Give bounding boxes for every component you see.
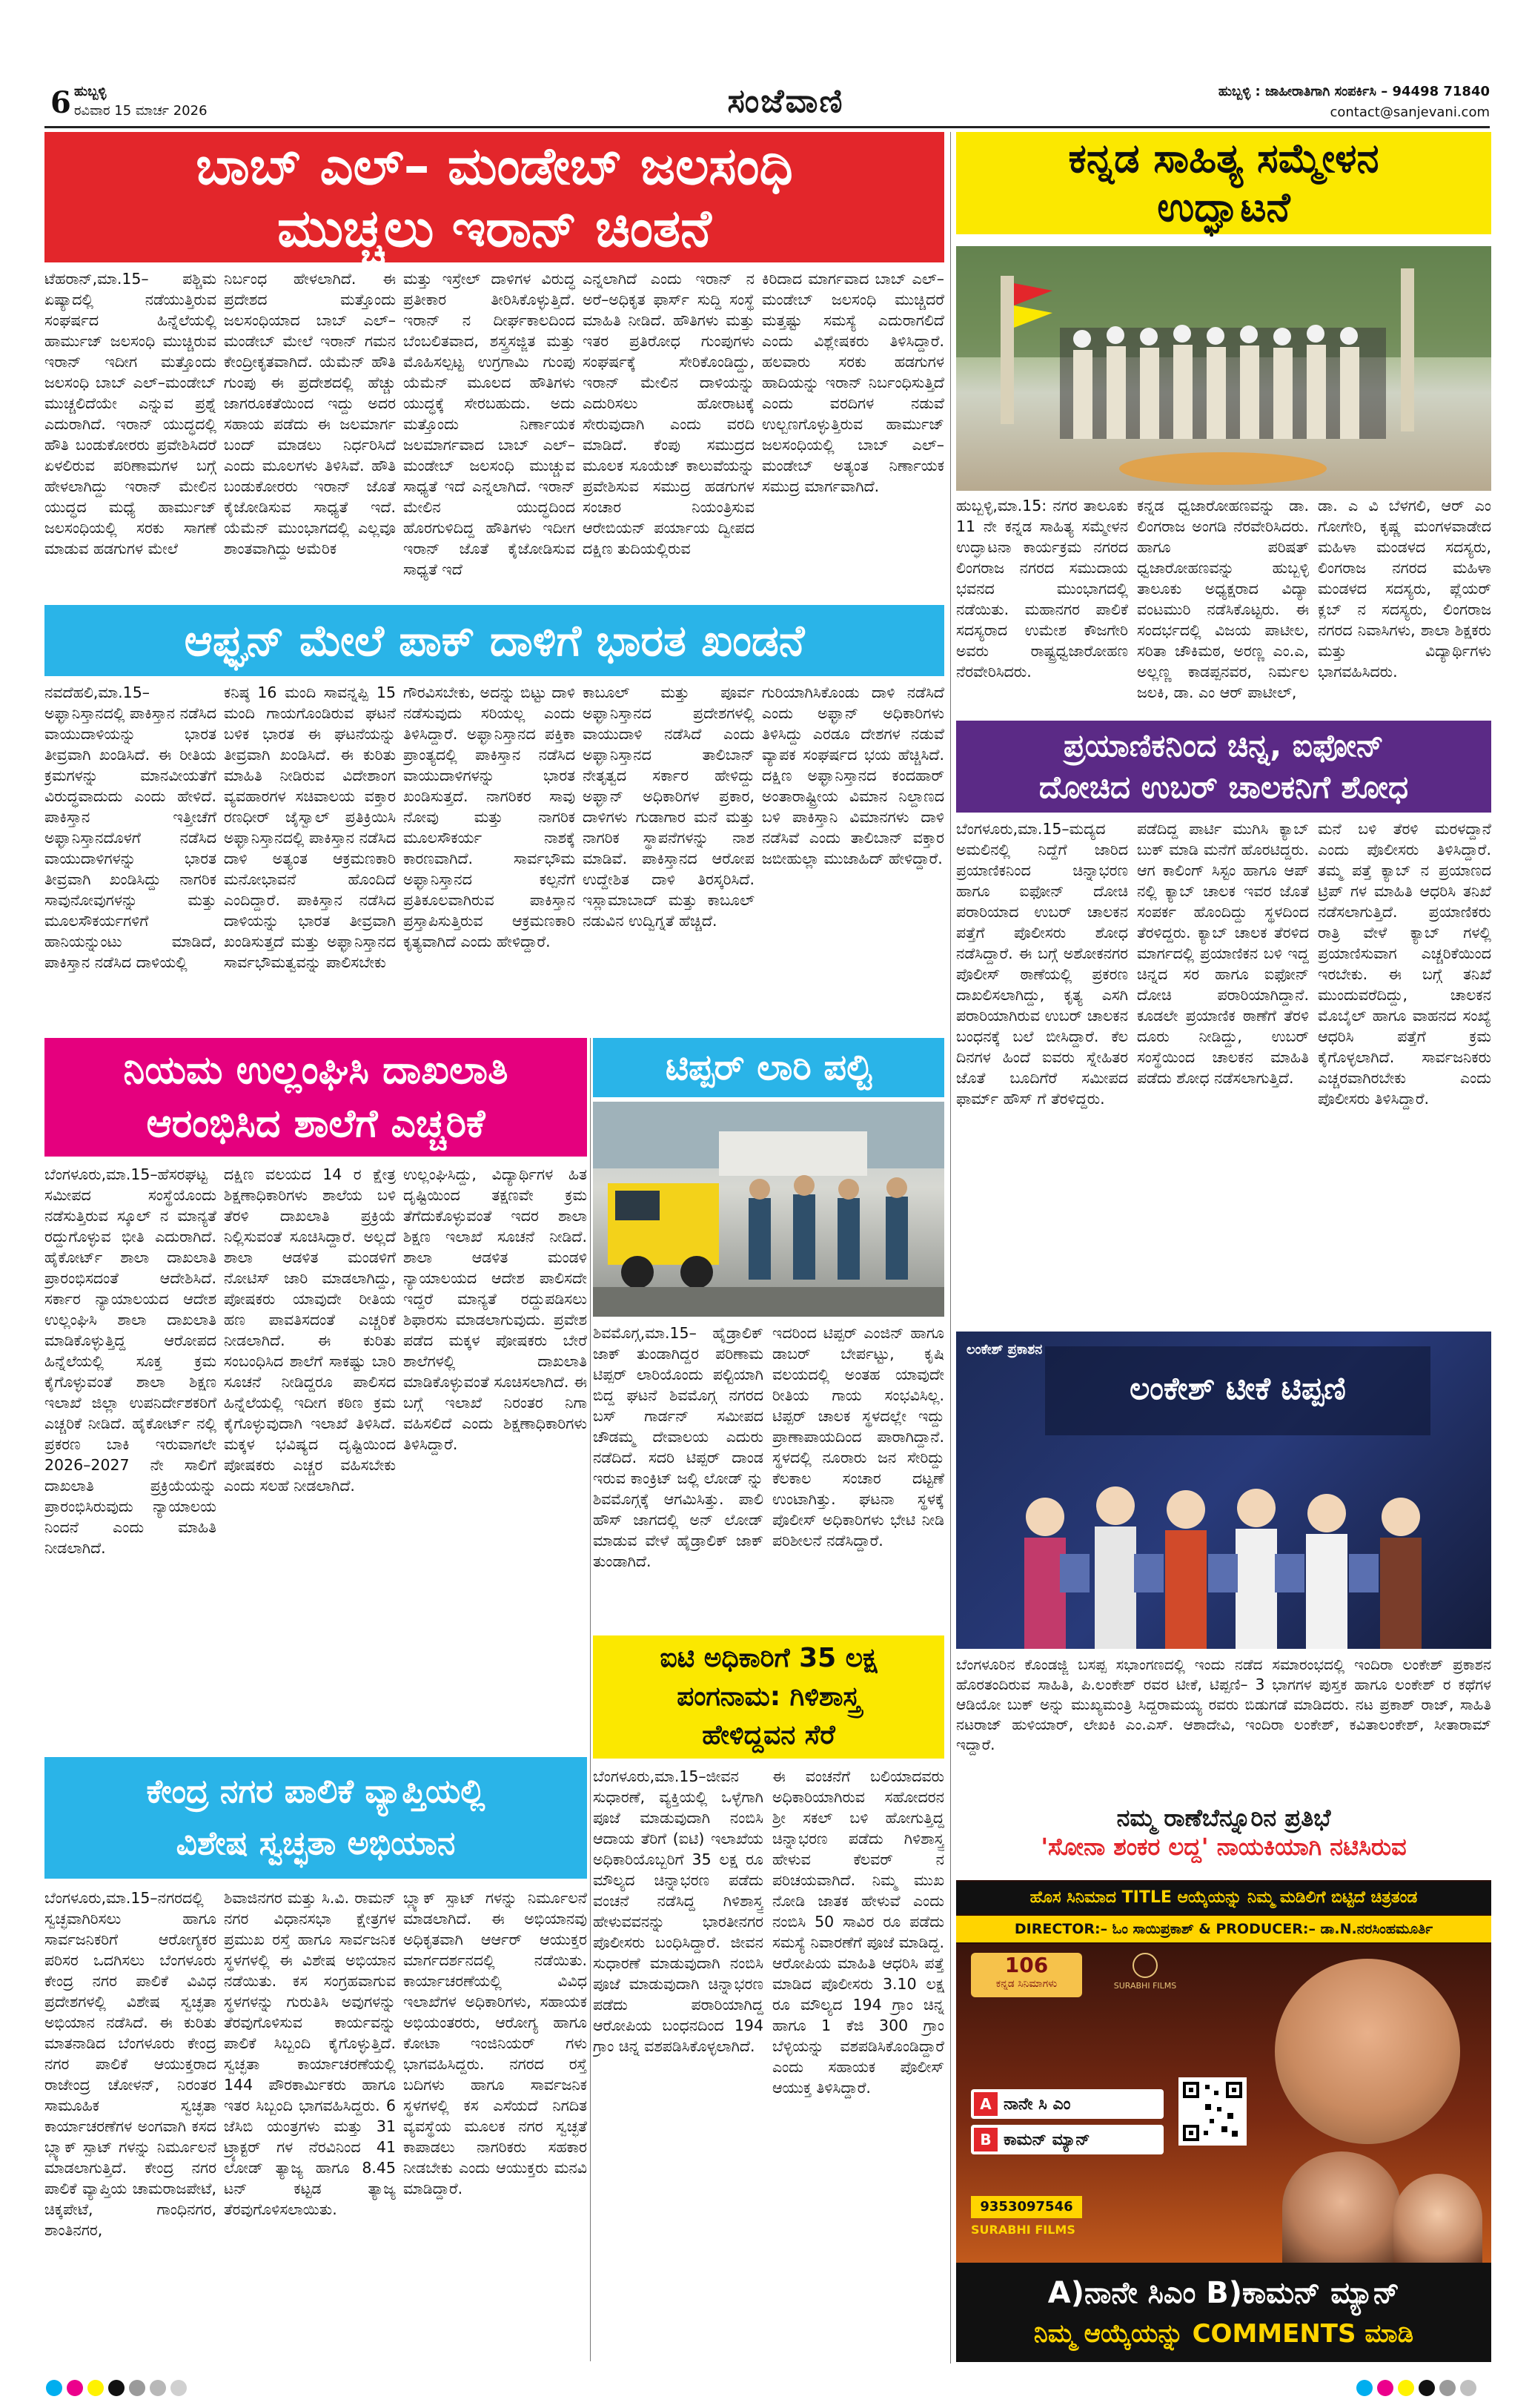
ad-badge-label: ಕನ್ನಡ ಸಿನಿಮಾಗಳು <box>995 1978 1058 1990</box>
sahitya-headline-line1: ಕನ್ನಡ ಸಾಹಿತ್ಯ ಸಮ್ಮೇಳನ <box>1068 135 1379 182</box>
swachhata-col-3: ಬ್ಲ್ಯಾಕ್ ಸ್ಪಾಟ್ ಗಳನ್ನು ನಿರ್ಮೂಲನೆ ಮಾಡಲಾಗಿದೆ. ಈ ಅಭಿಯಾನವು ಅಧಿಕೃತವಾಗಿ ಆರ್ಆರ್ ಆಯುಕ್ತರ ಮಾರ್ಗದರ್ಶನದಲ್ಲಿ ನಡೆಯಿತು. ಕಾರ್ಯಾಚರಣೆಯಲ್ಲಿ ವಿವಿಧ ಇಲಾಖೆಗಳ ಅಧಿಕಾರಿಗಳು, ಸಹಾಯಕ ಅಭಿಯಂತರರು, ಆರೋಗ್ಯ ಹಾಗೂ ಕೋಟಾ ಇಂಜಿನಿಯರ್ ಗಳು ಭಾಗವಹಿಸಿದ್ದರು. ನಗರದ ರಸ್ತೆ ಬದಿಗಳು ಹಾಗೂ ಸಾರ್ವಜನಿಕ ಸ್ಥಳಗಳಲ್ಲಿ ಕಸ ಎಸೆಯದೆ ನಿಗದಿತ ವ್ಯವಸ್ಥೆಯ ಮೂಲಕ ನಗರ ಸ್ವಚ್ಛತೆ ಕಾಪಾಡಲು ನಾಗರಿಕರು ಸಹಕಾರ ನೀಡಬೇಕು ಎಂದು ಆಯುಕ್ತರು ಮನವಿ ಮಾಡಿದ್ದಾರೆ. <box>403 1889 587 2197</box>
swatch-cyan <box>46 2380 62 2396</box>
school-headline-line1: ನಿಯಮ ಉಲ್ಲಂಘಿಸಿ ದಾಖಲಾತಿ <box>123 1048 508 1093</box>
bab-col-3: ಮತ್ತು ಇಸ್ರೇಲ್ ದಾಳಿಗಳ ವಿರುದ್ಧ ಪ್ರತೀಕಾರ ತೀರಿಸಿಕೊಳ್ಳುತ್ತಿದೆ. ಇರಾನ್ ನ ದೀರ್ಘಕಾಲದಿಂದ ಬೆಂಬಲಿತವಾದ, ಶಸ್ತ್ರಸಜ್ಜಿತ ಮತ್ತು ಮೊಹಿಸಲ್ಪಟ್ಟ ಉಗ್ರಗಾಮಿ ಗುಂಪು ಯೆಮೆನ್ ಮೂಲದ ಹೌತಿಗಳು ಯುದ್ಧಕ್ಕೆ ಸೇರಬಹುದು. ಅದು ಮತ್ತೊಂದು ನಿರ್ಣಾಯಕ ಜಲಮಾರ್ಗವಾದ ಬಾಬ್ ಎಲ್–ಮಂಡೇಬ್ ಜಲಸಂಧಿ ಮುಚ್ಚುವ ಸಾಧ್ಯತೆ ಇದೆ ಎನ್ನಲಾಗಿದೆ. ಇರಾನ್ ಮೇಲಿನ ಯುದ್ಧದಿಂದ ಹೊರಗುಳಿದಿದ್ದ ಹೌತಿಗಳು ಇದೀಗ ಇರಾನ್ ಜೊತೆ ಕೈಜೋಡಿಸುವ ಸಾಧ್ಯತೆ ಇದೆ <box>403 270 575 578</box>
afghan-col-2: ಕನಿಷ್ಠ 16 ಮಂದಿ ಸಾವನ್ನಪ್ಪಿ 15 ಮಂದಿ ಗಾಯಗೊಂಡಿರುವ ಘಟನೆ ಬಳಿಕ ಭಾರತ ಈ ಘಟನೆಯನ್ನು ತೀವ್ರವಾಗಿ ಖಂಡಿಸಿದೆ. ಈ ಕುರಿತು ಮಾಹಿತಿ ನೀಡಿರುವ ವಿದೇಶಾಂಗ ವ್ಯವಹಾರಗಳ ಸಚಿವಾಲಯ ವಕ್ತಾರ ರಣಧೀರ್ ಜೈಸ್ವಾಲ್ ಪ್ರತಿಕ್ರಿಯಿಸಿ ಅಫ್ಘಾನಿಸ್ತಾನದಲ್ಲಿ ಪಾಕಿಸ್ತಾನ ನಡೆಸಿದ ದಾಳಿ ಅತ್ಯಂತ ಆಕ್ರಮಣಕಾರಿ ಮನೋಭಾವನೆ ಹೊಂದಿದೆ ಎಂದಿದ್ದಾರೆ. ಪಾಕಿಸ್ತಾನ ನಡೆಸಿದ ದಾಳಿಯನ್ನು ಭಾರತ ತೀವ್ರವಾಗಿ ಖಂಡಿಸುತ್ತದೆ ಮತ್ತು ಅಫ್ಘಾನಿಸ್ತಾನದ ಸಾರ್ವಭೌಮತ್ವವನ್ನು ಪಾಲಿಸಬೇಕು <box>224 684 396 971</box>
tipper-headline: ಟಿಪ್ಪರ್ ಲಾರಿ ಪಲ್ಟಿ <box>665 1046 872 1088</box>
uber-col-1: ಬೆಂಗಳೂರು,ಮಾ.15–ಮದ್ಯದ ಅಮಲಿನಲ್ಲಿ ನಿದ್ದೆಗೆ ಜಾರಿದ ಪ್ರಯಾಣಿಕನಿಂದ ಚಿನ್ನಾಭರಣ ಹಾಗೂ ಐಫೋನ್ ದೋಚಿ ಪರಾರಿಯಾದ ಉಬರ್ ಚಾಲಕನ ಪತ್ತೆಗೆ ಪೊಲೀಸರು ಶೋಧ ನಡೆಸಿದ್ದಾರೆ. ಈ ಬಗ್ಗೆ ಅಶೋಕನಗರ ಪೊಲೀಸ್ ಠಾಣೆಯಲ್ಲಿ ಪ್ರಕರಣ ದಾಖಲಿಸಲಾಗಿದ್ದು, ಕೃತ್ಯ ಎಸಗಿ ಪರಾರಿಯಾಗಿರುವ ಉಬರ್ ಚಾಲಕನ ಬಂಧನಕ್ಕೆ ಬಲೆ ಬೀಸಿದ್ದಾರೆ. ಕೆಲ ದಿನಗಳ ಹಿಂದೆ ಐವರು ಸ್ನೇಹಿತರ ಜೊತೆ ಬೂದಿಗೆರೆ ಸಮೀಪದ ಫಾರ್ಮ್ ಹೌಸ್ ಗೆ ತೆರಳಿದ್ದರು. <box>956 820 1128 1108</box>
ad-top-line1: ನಮ್ಮ ರಾಣೆಬೆನ್ನೂರಿನ ಪ್ರತಿಭೆ <box>1116 1804 1331 1832</box>
it-col-1: ಬೆಂಗಳೂರು,ಮಾ.15–ಜೀವನ ಸುಧಾರಣೆ, ವ್ಯಕ್ತಿಯಲ್ಲಿ ಒಳ್ಳೆಗಾಗಿ ಪೂಜೆ ಮಾಡುವುದಾಗಿ ನಂಬಿಸಿ ಆದಾಯ ತೆರಿಗೆ (ಐಟಿ) ಇಲಾಖೆಯ ಅಧಿಕಾರಿಯೊಬ್ಬರಿಗೆ 35 ಲಕ್ಷ ರೂ ಮೌಲ್ಯದ ಚಿನ್ನಾಭರಣ ಪಡೆದು ವಂಚನೆ ನಡೆಸಿದ್ದ ಗಿಳಿಶಾಸ್ತ್ರ ಹೇಳುವವನನ್ನು ಭಾರತೀನಗರ ಪೊಲೀಸರು ಬಂಧಿಸಿದ್ದಾರೆ. ಜೀವನ ಸುಧಾರಣೆ ಮಾಡುವುದಾಗಿ ನಂಬಿಸಿ ಪೂಜೆ ಮಾಡುವುದಾಗಿ ಚಿನ್ನಾಭರಣ ಪಡೆದು ಪರಾರಿಯಾಗಿದ್ದ ಆರೋಪಿಯ ಬಂಧನದಿಂದ 194 ಗ್ರಾಂ ಚಿನ್ನ ವಶಪಡಿಸಿಕೊಳ್ಳಲಾಗಿದೆ. <box>593 1767 763 2055</box>
ad-title-line: ಹೊಸ ಸಿನಿಮಾದ TITLE ಆಯ್ಕೆಯನ್ನು ನಿಮ್ಮ ಮಡಿಲಿಗೆ ಬಿಟ್ಟಿದೆ ಚಿತ್ರತಂಡ <box>956 1882 1491 1914</box>
swatch-grey-1 <box>129 2380 145 2396</box>
page-number: 6 <box>50 85 71 120</box>
ad-bottom-band <box>956 2263 1491 2362</box>
swatch-yellow <box>87 2380 104 2396</box>
sahitya-col-1: ಹುಬ್ಬಳ್ಳಿ,ಮಾ.15: ನಗರ ತಾಲೂಕು 11 ನೇ ಕನ್ನಡ ಸಾಹಿತ್ಯ ಸಮ್ಮೇಳನ ಉದ್ಘಾಟನಾ ಕಾರ್ಯಕ್ರಮ ನಗರದ ಲಿಂಗರಾಜ ನಗರದ ಸಮುದಾಯ ಭವನದ ಮುಂಭಾಗದಲ್ಲಿ ನಡೆಯಿತು. ಮಹಾನಗರ ಪಾಲಿಕೆ ಸದಸ್ಯರಾದ ಉಮೇಶ ಕೌಜಗೇರಿ ಅವರು ರಾಷ್ಟ್ರಧ್ವಜಾರೋಹಣ ನೆರವೇರಿಸಿದರು. <box>956 497 1128 681</box>
school-col-3: ಉಲ್ಲಂಘಿಸಿದ್ದು, ವಿದ್ಯಾರ್ಥಿಗಳ ಹಿತ ದೃಷ್ಟಿಯಿಂದ ತಕ್ಷಣವೇ ಕ್ರಮ ತೆಗೆದುಕೊಳ್ಳುವಂತೆ ಇದರ ಶಾಲಾ ಶಿಕ್ಷಣ ಇಲಾಖೆ ಸೂಚನೆ ನೀಡಿದೆ. ಶಾಲಾ ಆಡಳಿತ ಮಂಡಳಿ ನ್ಯಾಯಾಲಯದ ಆದೇಶ ಪಾಲಿಸದೇ ಇದ್ದರೆ ಮಾನ್ಯತೆ ರದ್ದುಪಡಿಸಲು ಶಿಫಾರಸು ಮಾಡಲಾಗುವುದು. ಪ್ರವೇಶ ಪಡೆದ ಮಕ್ಕಳ ಪೋಷಕರು ಬೇರೆ ಶಾಲೆಗಳಲ್ಲಿ ದಾಖಲಾತಿ ಮಾಡಿಕೊಳ್ಳುವಂತೆ ಸೂಚಿಸಲಾಗಿದೆ. ಈ ಬಗ್ಗೆ ಇಲಾಖೆ ನಿರಂತರ ನಿಗಾ ವಹಿಸಲಿದೆ ಎಂದು ಶಿಕ್ಷಣಾಧಿಕಾರಿಗಳು ತಿಳಿಸಿದ್ದಾರೆ. <box>403 1165 587 1453</box>
sahitya-photo <box>956 246 1491 491</box>
it-headline-line3: ಹೇಳಿದ್ದವನ ಸೆರೆ <box>702 1720 835 1750</box>
tipper-col-2: ಇದರಿಂದ ಟಿಪ್ಪರ್ ಎಂಜಿನ್ ಹಾಗೂ ಡಾಬರ್ ಬೇರ್ಪಟ್ಟು, ಕೃಷಿ ವಲಯದಲ್ಲಿ ಅಂತಹ ಯಾವುದೇ ರೀತಿಯ ಗಾಯ ಸಂಭವಿಸಿಲ್ಲ. ಟಿಪ್ಪರ್ ಚಾಲಕ ಸ್ಥಳದಲ್ಲೇ ಇದ್ದು ಪ್ರಾಣಾಪಾಯದಿಂದ ಪಾರಾಗಿದ್ದಾನೆ. ಸ್ಥಳದಲ್ಲಿ ನೂರಾರು ಜನ ಸೇರಿದ್ದು ಕೆಲಕಾಲ ಸಂಚಾರ ದಟ್ಟಣೆ ಉಂಟಾಗಿತ್ತು. ಘಟನಾ ಸ್ಥಳಕ್ಕೆ ಪೊಲೀಸ್ ಅಧಿಕಾರಿಗಳು ಭೇಟಿ ನೀಡಿ ಪರಿಶೀಲನೆ ನಡೆಸಿದ್ದಾರೆ. <box>772 1324 944 1549</box>
masthead-title: ಸಂಜೆವಾಣಿ <box>727 82 844 120</box>
tipper-col-1: ಶಿವಮೊಗ್ಗ,ಮಾ.15– ಹೈಡ್ರಾಲಿಕ್ ಜಾಕ್ ತುಂಡಾಗಿದ್ದರ ಪರಿಣಾಮ ಟಿಪ್ಪರ್ ಲಾರಿಯೊಂದು ಪಲ್ಟಿಯಾಗಿ ಬಿದ್ದ ಘಟನೆ ಶಿವಮೊಗ್ಗ ನಗರದ ಬಸ್ ಗಾರ್ಡನ್ ಸಮೀಪದ ಚೌಡಮ್ಮ ದೇವಾಲಯ ಎದುರು ನಡೆದಿದೆ. ಸದರಿ ಟಿಪ್ಪರ್ ದಾಂಡ ಇರುವ ಕಾಂಕ್ರಿಟ್ ಜಲ್ಲಿ ಲೋಡ್ ನ್ನು ಶಿವಮೊಗ್ಗಕ್ಕೆ ಆಗಮಿಸಿತ್ತು. ಪಾಲಿ ಹೌಸ್ ಜಾಗದಲ್ಲಿ ಅನ್ ಲೋಡ್ ಮಾಡುವ ವೇಳೆ ಹೈಡ್ರಾಲಿಕ್ ಜಾಕ್ ತುಂಡಾಗಿದೆ. <box>593 1324 763 1570</box>
ad-portrait-actress <box>1393 2174 1482 2263</box>
ad-studio-emblem <box>1133 1953 1158 1978</box>
afghan-col-3: ಗೌರವಿಸಬೇಕು, ಅದನ್ನು ಬಿಟ್ಟು ದಾಳಿ ನಡೆಸುವುದು ಸರಿಯಲ್ಲ ಎಂದು ತಿಳಿಸಿದ್ದಾರೆ. ಅಫ್ಘಾನಿಸ್ತಾನದ ಪಕ್ತಿಕಾ ಪ್ರಾಂತ್ಯದಲ್ಲಿ ಪಾಕಿಸ್ತಾನ ನಡೆಸಿದ ವಾಯುದಾಳಿಗಳನ್ನು ಭಾರತ ಖಂಡಿಸುತ್ತದೆ. ನಾಗರಿಕರ ಸಾವು ನೋವು ಮತ್ತು ನಾಗರಿಕ ಮೂಲಸೌಕರ್ಯ ನಾಶಕ್ಕೆ ಕಾರಣವಾಗಿದೆ. ಸಾರ್ವಭೌಮ ಅಫ್ಘಾನಿಸ್ತಾನದ ಕಲ್ಪನೆಗೆ ಪ್ರತಿಕೂಲವಾಗಿರುವ ಪಾಕಿಸ್ತಾನ ಪ್ರಸ್ತಾಪಿಸುತ್ತಿರುವ ಆಕ್ರಮಣಕಾರಿ ಕೃತ್ಯವಾಗಿದೆ ಎಂದು ಹೇಳಿದ್ದಾರೆ. <box>403 684 575 950</box>
tipper-photo <box>593 1102 944 1317</box>
uber-col-2: ಪಡೆದಿದ್ದ ಪಾರ್ಟಿ ಮುಗಿಸಿ ಕ್ಯಾಬ್ ಬುಕ್ ಮಾಡಿ ಮನೆಗೆ ಹೊರಟಿದ್ದರು. ಆಗ ಕಾಲಿಂಗ್ ಸಿಸ್ಟಂ ಹಾಗೂ ಆಪ್ ನಲ್ಲಿ ಕ್ಯಾಬ್ ಚಾಲಕ ಇವರ ಜೊತೆ ಸಂಪರ್ಕ ಹೊಂದಿದ್ದು ಸ್ಥಳದಿಂದ ತೆರಳಿದ್ದರು. ಕ್ಯಾಬ್ ಚಾಲಕ ತೆರಳಿದ ಮಾರ್ಗದಲ್ಲಿ ಪ್ರಯಾಣಿಕನ ಬಳಿ ಇದ್ದ ಚಿನ್ನದ ಸರ ಹಾಗೂ ಐಫೋನ್ ದೋಚಿ ಪರಾರಿಯಾಗಿದ್ದಾನೆ. ಕೂಡಲೇ ಪ್ರಯಾಣಿಕ ಠಾಣೆಗೆ ತೆರಳಿ ದೂರು ನೀಡಿದ್ದು, ಉಬರ್ ಸಂಸ್ಥೆಯಿಂದ ಚಾಲಕನ ಮಾಹಿತಿ ಪಡೆದು ಶೋಧ ನಡೆಸಲಾಗುತ್ತಿದೆ. <box>1137 820 1309 1087</box>
afghan-col-4: ಕಾಬೂಲ್ ಮತ್ತು ಪೂರ್ವ ಅಫ್ಘಾನಿಸ್ತಾನದ ಪ್ರದೇಶಗಳಲ್ಲಿ ವಾಯುದಾಳಿ ನಡೆಸಿದೆ ಎಂದು ಅಫ್ಘಾನಿಸ್ತಾನದ ತಾಲಿಬಾನ್ ನೇತೃತ್ವದ ಸರ್ಕಾರ ಹೇಳಿದ್ದು ಅಫ್ಘಾನ್ ಅಧಿಕಾರಿಗಳ ಪ್ರಕಾರ, ದಾಳಿಗಳು ಗುಡಾಗಾರ ಮನೆ ಮತ್ತು ನಾಗರಿಕ ಸ್ಥಾಪನೆಗಳನ್ನು ನಾಶ ಮಾಡಿವೆ. ಪಾಕಿಸ್ತಾನದ ಆರೋಪ ಉದ್ದೇಶಿತ ದಾಳಿ ತಿರಸ್ಕರಿಸಿದೆ. ಇಸ್ಲಾಮಾಬಾದ್ ಮತ್ತು ಕಾಬೂಲ್ ನಡುವಿನ ಉದ್ವಿಗ್ನತೆ ಹೆಚ್ಚಿದೆ. <box>583 684 755 930</box>
swachhata-headline-line2: ವಿಶೇಷ ಸ್ವಚ್ಛತಾ ಅಭಿಯಾನ <box>176 1825 456 1862</box>
lankesh-banner-title: ಲಂಕೇಶ್ ಟೀಕೆ ಟಿಪ್ಪಣಿ <box>1130 1370 1346 1406</box>
uber-headline-line2: ದೋಚಿದ ಉಬರ್ ಚಾಲಕನಿಗೆ ಶೋಧ <box>1038 769 1409 805</box>
header-rule <box>44 126 1490 128</box>
it-headline-banner <box>593 1635 944 1759</box>
ad-qr-code <box>1178 2077 1247 2146</box>
bab-headline-line1: ಬಾಬ್ ಎಲ್– ಮಂಡೇಬ್ ಜಲಸಂಧಿ <box>196 136 793 196</box>
afghan-col-5: ಗುರಿಯಾಗಿಸಿಕೊಂಡು ದಾಳಿ ನಡೆಸಿದೆ ಎಂದು ಅಫ್ಘಾನ್ ಅಧಿಕಾರಿಗಳು ತಿಳಿಸಿದ್ದು ಎರಡೂ ದೇಶಗಳ ನಡುವೆ ವ್ಯಾಪಕ ಸಂಘರ್ಷದ ಭಯ ಹೆಚ್ಚಿಸಿದೆ. ದಕ್ಷಿಣ ಅಫ್ಘಾನಿಸ್ತಾನದ ಕಂದಹಾರ್ ಅಂತಾರಾಷ್ಟ್ರೀಯ ವಿಮಾನ ನಿಲ್ದಾಣದ ಬಳಿ ಪಾಕಿಸ್ತಾನಿ ವಿಮಾನಗಳು ದಾಳಿ ನಡೆಸಿವೆ ಎಂದು ತಾಲಿಬಾನ್ ವಕ್ತಾರ ಜಬೀಹುಲ್ಲಾ ಮುಜಾಹಿದ್ ಹೇಳಿದ್ದಾರೆ. <box>762 684 944 867</box>
swatch-cyan-r <box>1356 2380 1373 2396</box>
uber-headline-line1: ಪ್ರಯಾಣಿಕನಿಂದ ಚಿನ್ನ, ಐಫೋನ್ <box>1064 727 1384 764</box>
afghan-col-1: ನವದೆಹಲಿ,ಮಾ.15– ಅಫ್ಘಾನಿಸ್ತಾನದಲ್ಲಿ ಪಾಕಿಸ್ತಾನ ನಡೆಸಿದ ವಾಯುದಾಳಿಯನ್ನು ಭಾರತ ತೀವ್ರವಾಗಿ ಖಂಡಿಸಿದೆ. ಈ ರೀತಿಯ ಕ್ರಮಗಳನ್ನು ಮಾನವೀಯತೆಗೆ ವಿರುದ್ಧವಾದುದು ಎಂದು ಹೇಳಿದೆ. ಪಾಕಿಸ್ತಾನ ಇತ್ತೀಚೆಗೆ ಅಫ್ಘಾನಿಸ್ತಾನದೊಳಗೆ ನಡೆಸಿದ ವಾಯುದಾಳಿಗಳನ್ನು ಭಾರತ ತೀವ್ರವಾಗಿ ಖಂಡಿಸಿದ್ದು ನಾಗರಿಕ ಸಾವುನೋವುಗಳನ್ನು ಮತ್ತು ಮೂಲಸೌಕರ್ಯಗಳಿಗೆ ಹಾನಿಯನ್ನುಂಟು ಮಾಡಿದೆ, ಪಾಕಿಸ್ತಾನ ನಡೆಸಿದ ದಾಳಿಯಲ್ಲಿ <box>44 684 216 971</box>
school-col-1: ಬೆಂಗಳೂರು,ಮಾ.15–ಹೆಸರಘಟ್ಟ ಸಮೀಪದ ಸಂಸ್ಥೆಯೊಂದು ನಡೆಸುತ್ತಿರುವ ಸ್ಕೂಲ್ ನ ಮಾನ್ಯತೆ ರದ್ದುಗೊಳ್ಳುವ ಭೀತಿ ಎದುರಾಗಿದೆ. ಹೈಕೋರ್ಟ್ ಶಾಲಾ ದಾಖಲಾತಿ ಪ್ರಾರಂಭಿಸದಂತೆ ಆದೇಶಿಸಿದೆ. ಸರ್ಕಾರ ನ್ಯಾಯಾಲಯದ ಆದೇಶ ಉಲ್ಲಂಘಿಸಿ ಶಾಲಾ ದಾಖಲಾತಿ ಮಾಡಿಕೊಳ್ಳುತ್ತಿದ್ದ ಆರೋಪದ ಹಿನ್ನೆಲೆಯಲ್ಲಿ ಸೂಕ್ತ ಕ್ರಮ ಕೈಗೊಳ್ಳುವಂತೆ ಶಾಲಾ ಶಿಕ್ಷಣ ಇಲಾಖೆ ಜಿಲ್ಲಾ ಉಪನಿರ್ದೇಶಕರಿಗೆ ಎಚ್ಚರಿಕೆ ನೀಡಿದೆ. ಹೈಕೋರ್ಟ್ ನಲ್ಲಿ ಪ್ರಕರಣ ಬಾಕಿ ಇರುವಾಗಲೇ 2026–2027 ನೇ ಸಾಲಿಗೆ ದಾಖಲಾತಿ ಪ್ರಕ್ರಿಯೆಯನ್ನು ಪ್ರಾರಂಭಿಸಿರುವುದು ನ್ಯಾಯಾಲಯ ನಿಂದನೆ ಎಂದು ಮಾಹಿತಿ ನೀಡಲಾಗಿದೆ. <box>44 1165 216 1557</box>
swatch-magenta-r <box>1377 2380 1393 2396</box>
swatch-yellow-r <box>1398 2380 1414 2396</box>
ad-option-a-letter: A <box>974 2092 998 2116</box>
swatch-grey-2 <box>150 2380 166 2396</box>
swachhata-col-2: ಶಿವಾಜಿನಗರ ಮತ್ತು ಸಿ.ವಿ. ರಾಮನ್ ನಗರ ವಿಧಾನಸಭಾ ಕ್ಷೇತ್ರಗಳ ಪ್ರಮುಖ ರಸ್ತೆ ಹಾಗೂ ಸಾರ್ವಜನಿಕ ಸ್ಥಳಗಳಲ್ಲಿ ಈ ವಿಶೇಷ ಅಭಿಯಾನ ನಡೆಯಿತು. ಕಸ ಸಂಗ್ರಹವಾಗುವ ಸ್ಥಳಗಳನ್ನು ಗುರುತಿಸಿ ಅವುಗಳನ್ನು ತೆರವುಗೊಳಿಸುವ ಕಾರ್ಯವನ್ನು ಪಾಲಿಕೆ ಸಿಬ್ಬಂದಿ ಕೈಗೊಳ್ಳುತ್ತಿದೆ. ಸ್ವಚ್ಛತಾ ಕಾರ್ಯಾಚರಣೆಯಲ್ಲಿ 144 ಪೌರಕಾರ್ಮಿಕರು ಹಾಗೂ ಇತರ ಸಿಬ್ಬಂದಿ ಭಾಗವಹಿಸಿದ್ದರು. 6 ಜೆಸಿಬಿ ಯಂತ್ರಗಳು ಮತ್ತು 31 ಟ್ರ್ಯಾಕ್ಟರ್ ಗಳ ನೆರವಿನಿಂದ 41 ಲೋಡ್ ತ್ಯಾಜ್ಯ ಹಾಗೂ 8.45 ಟನ್ ಕಟ್ಟಡ ತ್ಯಾಜ್ಯ ತೆರವುಗೊಳಿಸಲಾಯಿತು. <box>224 1889 396 2218</box>
ad-studio-logo <box>1112 1953 1178 1997</box>
column-rule-mid <box>590 1038 591 2361</box>
bab-col-2: ನಿರ್ಬಂಧ ಹೇಳಲಾಗಿದೆ. ಈ ಪ್ರದೇಶದ ಮತ್ತೊಂದು ಜಲಸಂಧಿಯಾದ ಬಾಬ್ ಎಲ್–ಮಂಡೇಬ್ ಮೇಲೆ ಇರಾನ್ ಗಮನ ಕೇಂದ್ರೀಕೃತವಾಗಿದೆ. ಯೆಮೆನ್ ಹೌತಿ ಗುಂಪು ಈ ಪ್ರದೇಶದಲ್ಲಿ ಹೆಚ್ಚು ಜಾಗರೂಕತೆಯಿಂದ ಇದ್ದು ಅದರ ಸಹಾಯ ಪಡೆದು ಈ ಜಲಮಾರ್ಗ ಬಂದ್ ಮಾಡಲು ನಿರ್ಧರಿಸಿದೆ ಎಂದು ಮೂಲಗಳು ತಿಳಿಸಿವೆ. ಹೌತಿ ಬಂಡುಕೋರರು ಇರಾನ್ ಜೊತೆ ಕೈಜೋಡಿಸುವ ಸಾಧ್ಯತೆ ಇದೆ. ಯೆಮೆನ್ ಮುಂಭಾಗದಲ್ಲಿ ಎಲ್ಲವೂ ಶಾಂತವಾಗಿದ್ದು ಅಮೆರಿಕ <box>224 270 396 558</box>
ad-phone-number: 9353097546 <box>971 2196 1082 2218</box>
it-headline-line1: ಐಟಿ ಅಧಿಕಾರಿಗೆ 35 ಲಕ್ಷ <box>660 1643 878 1673</box>
lankesh-caption: ಬೆಂಗಳೂರಿನ ಕೊಂಡಜ್ಜಿ ಬಸಪ್ಪ ಸಭಾಂಗಣದಲ್ಲಿ ಇಂದು ನಡೆದ ಸಮಾರಂಭದಲ್ಲಿ ಇಂದಿರಾ ಲಂಕೇಶ್ ಪ್ರಕಾಶನ ಹೊರತಂದಿರುವ ಸಾಹಿತಿ, ಪಿ.ಲಂಕೇಶ್ ರವರ ಟೀಕೆ, ಟಿಪ್ಪಣಿ– 3 ಭಾಗಗಳ ಪುಸ್ತಕ ಹಾಗೂ ಲಂಕೇಶ್ ರ ಕಥೆಗಳ ಆಡಿಯೋ ಬುಕ್ ಅನ್ನು ಮುಖ್ಯಮಂತ್ರಿ ಸಿದ್ದರಾಮಯ್ಯ ರವರು ಬಿಡುಗಡೆ ಮಾಡಿದರು. ನಟ ಪ್ರಕಾಶ್ ರಾಜ್, ಸಾಹಿತಿ ನಟರಾಜ್ ಹುಳಿಯಾರ್, ಲೇಖಕಿ ಎಂ.ಎಸ್. ಆಶಾದೇವಿ, ಇಂದಿರಾ ಲಂಕೇಶ್, ಕವಿತಾಲಂಕೇಶ್, ಸೀತಾರಾಮ್ ಇದ್ದಾರೆ. <box>956 1656 1491 1753</box>
sahitya-col-3: ಡಾ. ಎ ವಿ ಬೆಳಗಲಿ, ಆರ್ ಎಂ ಗೋಗೇರಿ, ಕೃಷ್ಣ ಮಂಗಳವಾಡೇದ ಮಹಿಳಾ ಮಂಡಳದ ಸದಸ್ಯರು, ಲಿಂಗರಾಜ ನಗರದ ಮಹಿಳಾ ಮಂಡಳದ ಸದಸ್ಯರು, ಪ್ಲೆಯರ್ ಕ್ಲಬ್ ನ ಸದಸ್ಯರು, ಲಿಂಗರಾಜ ನಗರದ ನಿವಾಸಿಗಳು, ಶಾಲಾ ಶಿಕ್ಷಕರು ಮತ್ತು ವಿದ್ಯಾರ್ಥಿಗಳು ಭಾಗವಹಿಸಿದರು. <box>1318 497 1491 681</box>
ad-badge-number: 106 <box>1004 1953 1049 1977</box>
bab-col-1: ಟೆಹರಾನ್,ಮಾ.15– ಪಶ್ಚಿಮ ಏಷ್ಯಾದಲ್ಲಿ ನಡೆಯುತ್ತಿರುವ ಸಂಘರ್ಷದ ಹಿನ್ನೆಲೆಯಲ್ಲಿ ಹಾರ್ಮುಜ್ ಜಲಸಂಧಿ ಮುಚ್ಚಿರುವ ಇರಾನ್ ಇದೀಗ ಮತ್ತೊಂದು ಜಲಸಂಧಿ ಬಾಬ್ ಎಲ್–ಮಂಡೇಬ್ ಮುಚ್ಚಲಿದೆಯೇ ಎನ್ನುವ ಪ್ರಶ್ನೆ ಎದುರಾಗಿದೆ. ಇರಾನ್ ಯುದ್ಧದಲ್ಲಿ ಹೌತಿ ಬಂಡುಕೋರರು ಪ್ರವೇಶಿಸಿದರೆ ಏಳಲಿರುವ ಪರಿಣಾಮಗಳ ಬಗ್ಗೆ ಹೇಳಲಾಗಿದ್ದು ಇರಾನ್ ಮೇಲಿನ ಯುದ್ಧದ ಮಧ್ಯೆ ಹಾರ್ಮುಜ್ ಜಲಸಂಧಿಯಲ್ಲಿ ಸರಕು ಸಾಗಣೆ ಮಾಡುವ ಹಡಗುಗಳ ಮೇಲೆ <box>44 270 216 558</box>
sahitya-headline-line2: ಉದ್ಘಾಟನೆ <box>1157 184 1290 231</box>
afghan-headline: ಆಫ್ಘನ್ ಮೇಲೆ ಪಾಕ್ ದಾಳಿಗೆ ಭಾರತ ಖಂಡನೆ <box>184 615 805 666</box>
it-col-2: ಈ ವಂಚನೆಗೆ ಬಲಿಯಾದವರು ಅಧಿಕಾರಿಯಾಗಿರುವ ಸಹೋದರನ ಶ್ರೀ ಸಕಲ್ ಬಳಿ ಹೋಗುತ್ತಿದ್ದ ಚಿನ್ನಾಭರಣ ಪಡೆದು ಗಿಳಿಶಾಸ್ತ್ರ ಹೇಳುವ ಕೆಲವರ್ ನ ಪರಿಚಯವಾಗಿದೆ. ನಿಮ್ಮ ಮುಖ ನೋಡಿ ಜಾತಕ ಹೇಳುವೆ ಎಂದು ನಂಬಿಸಿ 50 ಸಾವಿರ ರೂ ಪಡೆದು ಸಮಸ್ಯೆ ನಿವಾರಣೆಗೆ ಪೂಜೆ ಮಾಡಿದ್ದ. ಆರೋಪಿಯ ಮಾಹಿತಿ ಆಧರಿಸಿ ಪತ್ತೆ ಮಾಡಿದ ಪೊಲೀಸರು 3.10 ಲಕ್ಷ ರೂ ಮೌಲ್ಯದ 194 ಗ್ರಾಂ ಚಿನ್ನ ಹಾಗೂ 1 ಕೆಜಿ 300 ಗ್ರಾಂ ಬೆಳ್ಳಿಯನ್ನು ವಶಪಡಿಸಿಕೊಂಡಿದ್ದಾರೆ ಎಂದು ಸಹಾಯಕ ಪೊಲೀಸ್ ಆಯುಕ್ತ ತಿಳಿಸಿದ್ದಾರೆ. <box>772 1767 944 2097</box>
bab-col-5: ಕಿರಿದಾದ ಮಾರ್ಗವಾದ ಬಾಬ್ ಎಲ್–ಮಂಡೇಬ್ ಜಲಸಂಧಿ ಮುಚ್ಚಿದರೆ ಮತ್ತಷ್ಟು ಸಮಸ್ಯೆ ಎದುರಾಗಲಿದೆ ಎಂದು ವಿಶ್ಲೇಷಕರು ತಿಳಿಸಿದ್ದಾರೆ. ಹಲವಾರು ಸರಕು ಹಡಗುಗಳ ಹಾದಿಯನ್ನು ಇರಾನ್ ನಿರ್ಬಂಧಿಸುತ್ತಿದೆ ಎಂದು ವರದಿಗಳ ನಡುವೆ ಉಲ್ಬಣಗೊಳ್ಳುತ್ತಿರುವ ಹಾರ್ಮುಜ್ ಜಲಸಂಧಿಯಲ್ಲಿ ಬಾಬ್ ಎಲ್–ಮಂಡೇಬ್ ಅತ್ಯಂತ ನಿರ್ಣಾಯಕ ಸಮುದ್ರ ಮಾರ್ಗವಾಗಿದೆ. <box>762 270 944 495</box>
uber-headline-banner <box>956 721 1491 813</box>
header-city: ಹುಬ್ಬಳ್ಳಿ <box>74 84 107 99</box>
ad-option-b <box>971 2125 1164 2154</box>
ad-studio-name: SURABHI FILMS <box>1113 1981 1177 1991</box>
uber-col-3: ಮನೆ ಬಳಿ ತೆರಳಿ ಮರಳದ್ದಾನೆ ಎಂದು ಪೊಲೀಸರು ತಿಳಿಸಿದ್ದಾರೆ. ತಮ್ಮ ಪತ್ತೆ ಕ್ಯಾಬ್ ನ ಪ್ರಯಾಣದ ಟ್ರಿಪ್ ಗಳ ಮಾಹಿತಿ ಆಧರಿಸಿ ತನಿಖೆ ನಡೆಸಲಾಗುತ್ತಿದೆ. ಪ್ರಯಾಣಿಕರು ರಾತ್ರಿ ವೇಳೆ ಕ್ಯಾಬ್ ಗಳಲ್ಲಿ ಪ್ರಯಾಣಿಸುವಾಗ ಎಚ್ಚರಿಕೆಯಿಂದ ಇರಬೇಕು. ಈ ಬಗ್ಗೆ ತನಿಖೆ ಮುಂದುವರೆದಿದ್ದು, ಚಾಲಕನ ಮೊಬೈಲ್ ಹಾಗೂ ವಾಹನದ ಸಂಖ್ಯೆ ಆಧರಿಸಿ ಪತ್ತೆಗೆ ಕ್ರಮ ಕೈಗೊಳ್ಳಲಾಗಿದೆ. ಸಾರ್ವಜನಿಕರು ಎಚ್ಚರವಾಗಿರಬೇಕು ಎಂದು ಪೊಲೀಸರು ತಿಳಿಸಿದ್ದಾರೆ. <box>1318 820 1491 1108</box>
swatch-grey-3 <box>170 2380 187 2396</box>
sahitya-photo-scene <box>956 246 1491 491</box>
it-headline-line2: ಪಂಗನಾಮ: ಗಿಳಿಶಾಸ್ತ್ರ <box>677 1681 860 1712</box>
ad-option-a-label: ನಾನೇ ಸಿ ಎಂ <box>1004 2094 1071 2114</box>
tipper-headline-banner <box>593 1038 944 1097</box>
ad-badge <box>971 1953 1082 1997</box>
masthead-logo <box>660 78 912 124</box>
ad-body <box>956 1944 1491 2263</box>
ad-director-line: DIRECTOR:– ಓಂ ಸಾಯಿಪ್ರಕಾಶ್ & PRODUCER:– ಡಾ.N.ನರಸಿಂಹಮೂರ್ತಿ <box>956 1916 1491 1942</box>
ad-top-band <box>956 1785 1491 1880</box>
lankesh-banner-small: ಲಂಕೇಶ್ ಪ್ರಕಾಶನ <box>966 1342 1043 1357</box>
ad-bottom-line1: A)ನಾನೇ ಸಿಎಂ B)ಕಾಮನ್ ಮ್ಯಾನ್ <box>1047 2276 1400 2310</box>
bab-headline-line2: ಮುಚ್ಚಲು ಇರಾನ್ ಚಿಂತನೆ <box>277 198 712 259</box>
sahitya-headline-banner <box>956 132 1491 234</box>
ad-studio-footer: SURABHI FILMS <box>971 2223 1075 2237</box>
bab-col-4: ಎನ್ನಲಾಗಿದೆ ಎಂದು ಇರಾನ್ ನ ಅರೆ–ಅಧಿಕೃತ ಫಾರ್ಸ್ ಸುದ್ದಿ ಸಂಸ್ಥೆ ಮಾಹಿತಿ ನೀಡಿದೆ. ಹೌತಿಗಳು ಮತ್ತು ಇತರ ಪ್ರತಿರೋಧ ಗುಂಪುಗಳು ಸಂಘರ್ಷಕ್ಕೆ ಸೇರಿಕೊಂಡಿದ್ದು, ಇರಾನ್ ಮೇಲಿನ ದಾಳಿಯನ್ನು ಎದುರಿಸಲು ಹೋರಾಟಕ್ಕೆ ಸೇರುವುದಾಗಿ ಎಂದು ವರದಿ ಮಾಡಿದೆ. ಕೆಂಪು ಸಮುದ್ರದ ಮೂಲಕ ಸೂಯೆಜ್ ಕಾಲುವೆಯನ್ನು ಪ್ರವೇಶಿಸುವ ಸಮುದ್ರ ಹಡಗುಗಳ ಸಂಚಾರ ನಿಯಂತ್ರಿಸುವ ಆರೇಬಿಯನ್ ಪರ್ಯಾಯ ದ್ವೀಪದ ದಕ್ಷಿಣ ತುದಿಯಲ್ಲಿರುವ <box>583 270 755 558</box>
header-date: ರವಿವಾರ 15 ಮಾರ್ಚ 2026 <box>74 103 208 119</box>
school-col-2: ದಕ್ಷಿಣ ವಲಯದ 14 ರ ಕ್ಷೇತ್ರ ಶಿಕ್ಷಣಾಧಿಕಾರಿಗಳು ಶಾಲೆಯ ಬಳಿ ತೆರಳಿ ದಾಖಲಾತಿ ಪ್ರಕ್ರಿಯೆ ನಿಲ್ಲಿಸುವಂತೆ ಸೂಚಿಸಿದ್ದಾರೆ. ಅಲ್ಲದೆ ಶಾಲಾ ಆಡಳಿತ ಮಂಡಳಿಗೆ ನೋಟಿಸ್ ಜಾರಿ ಮಾಡಲಾಗಿದ್ದು, ಪೋಷಕರು ಯಾವುದೇ ರೀತಿಯ ಹಣ ಪಾವತಿಸದಂತೆ ಎಚ್ಚರಿಕೆ ನೀಡಲಾಗಿದೆ. ಈ ಕುರಿತು ಸಂಬಂಧಿಸಿದ ಶಾಲೆಗೆ ಸಾಕಷ್ಟು ಬಾರಿ ಸೂಚನೆ ನೀಡಿದ್ದರೂ ಪಾಲಿಸದ ಹಿನ್ನೆಲೆಯಲ್ಲಿ ಇದೀಗ ಕಠಿಣ ಕ್ರಮ ಕೈಗೊಳ್ಳುವುದಾಗಿ ಇಲಾಖೆ ತಿಳಿಸಿದೆ. ಮಕ್ಕಳ ಭವಿಷ್ಯದ ದೃಷ್ಟಿಯಿಂದ ಪೋಷಕರು ಎಚ್ಚರ ವಹಿಸಬೇಕು ಎಂದು ಸಲಹೆ ನೀಡಲಾಗಿದೆ. <box>224 1165 396 1495</box>
swachhata-col-1: ಬೆಂಗಳೂರು,ಮಾ.15–ನಗರದಲ್ಲಿ ಸ್ವಚ್ಛವಾಗಿರಿಸಲು ಹಾಗೂ ಸಾರ್ವಜನಿಕರಿಗೆ ಆರೋಗ್ಯಕರ ಪರಿಸರ ಒದಗಿಸಲು ಬೆಂಗಳೂರು ಕೇಂದ್ರ ನಗರ ಪಾಲಿಕೆ ವಿವಿಧ ಪ್ರದೇಶಗಳಲ್ಲಿ ವಿಶೇಷ ಸ್ವಚ್ಛತಾ ಅಭಿಯಾನ ನಡೆಸಿದೆ. ಈ ಕುರಿತು ಮಾತನಾಡಿದ ಬೆಂಗಳೂರು ಕೇಂದ್ರ ನಗರ ಪಾಲಿಕೆ ಆಯುಕ್ತರಾದ ರಾಜೇಂದ್ರ ಚೋಳನ್, ನಿರಂತರ ಸಾಮೂಹಿಕ ಸ್ವಚ್ಛತಾ ಕಾರ್ಯಾಚರಣೆಗಳ ಅಂಗವಾಗಿ ಕಸದ ಬ್ಲ್ಯಾಕ್ ಸ್ಪಾಟ್ ಗಳನ್ನು ನಿರ್ಮೂಲನೆ ಮಾಡಲಾಗುತ್ತಿದೆ. ಕೇಂದ್ರ ನಗರ ಪಾಲಿಕೆ ವ್ಯಾಪ್ತಿಯ ಚಾಮರಾಜಪೇಟೆ, ಚಿಕ್ಕಪೇಟೆ, ಗಾಂಧಿನಗರ, ಶಾಂತಿನಗರ, <box>44 1889 216 2239</box>
movie-advertisement <box>956 1785 1491 2362</box>
bab-headline-banner <box>44 132 944 262</box>
header-email: contact@sanjevani.com <box>1330 105 1490 120</box>
page-header <box>44 78 1490 130</box>
ad-portrait-actor <box>1282 2151 1401 2263</box>
ad-portrait-man <box>1275 1959 1460 2144</box>
ad-top-line2: 'ಸೋನಾ ಶಂಕರ ಲದ್ದ' ನಾಯಕಿಯಾಗಿ ನಟಿಸಿರುವ <box>1041 1833 1407 1861</box>
lankesh-photo <box>956 1332 1491 1649</box>
ad-option-a <box>971 2089 1164 2119</box>
column-rule-main-right <box>950 132 951 2364</box>
swatch-black-r <box>1419 2380 1435 2396</box>
afghan-headline-banner <box>44 605 944 676</box>
qr-code-icon <box>1183 2082 1242 2141</box>
school-headline-line2: ಆರಂಭಿಸಿದ ಶಾಲೆಗೆ ಎಚ್ಚರಿಕೆ <box>146 1102 485 1146</box>
swatch-grey-r2 <box>1460 2380 1476 2396</box>
swachhata-headline-banner <box>44 1757 587 1879</box>
header-contact: ಹುಬ್ಬಳ್ಳಿ : ಜಾಹೀರಾತಿಗಾಗಿ ಸಂಪರ್ಕಿಸಿ – 94498 71840 <box>1218 84 1490 99</box>
swatch-magenta <box>67 2380 83 2396</box>
tipper-photo-scene <box>593 1102 944 1317</box>
ad-bottom-line2: ನಿಮ್ಮ ಆಯ್ಕೆಯನ್ನು COMMENTS ಮಾಡಿ <box>1033 2319 1414 2349</box>
ad-option-b-letter: B <box>974 2128 998 2151</box>
school-headline-banner <box>44 1038 587 1157</box>
swachhata-headline-line1: ಕೇಂದ್ರ ನಗರ ಪಾಲಿಕೆ ವ್ಯಾಪ್ತಿಯಲ್ಲಿ <box>146 1773 485 1810</box>
sahitya-col-2: ಕನ್ನಡ ಧ್ವಜಾರೋಹಣವನ್ನು ಡಾ. ಲಿಂಗರಾಜ ಅಂಗಡಿ ನೆರವೇರಿಸಿದರು. ಹಾಗೂ ಪರಿಷತ್ ಧ್ವಜಾರೋಹಣವನ್ನು ಹುಬ್ಬಳ್ಳಿ ತಾಲೂಕು ಅಧ್ಯಕ್ಷರಾದ ವಿದ್ಯಾ ವಂಟಮುರಿ ನಡೆಸಿಕೊಟ್ಟರು. ಈ ಸಂದರ್ಭದಲ್ಲಿ ವಿಜಯ ಪಾಟೀಲ, ಸರಿತಾ ಚೌಕಿಮಠ, ಅರಣ್ಣ ಎಂ.ಎ, ಅಲ್ಲಣ್ಣ ಕಾಡಪ್ಪನವರ, ನಿರ್ಮಲ ಜಲಕಿ, ಡಾ. ಎಂ ಆರ್ ಪಾಟೀಲ್, <box>1137 497 1309 701</box>
swatch-black <box>108 2380 125 2396</box>
ad-option-b-label: ಕಾಮನ್ ಮ್ಯಾನ್ <box>1004 2130 1090 2149</box>
swatch-grey-r1 <box>1439 2380 1456 2396</box>
